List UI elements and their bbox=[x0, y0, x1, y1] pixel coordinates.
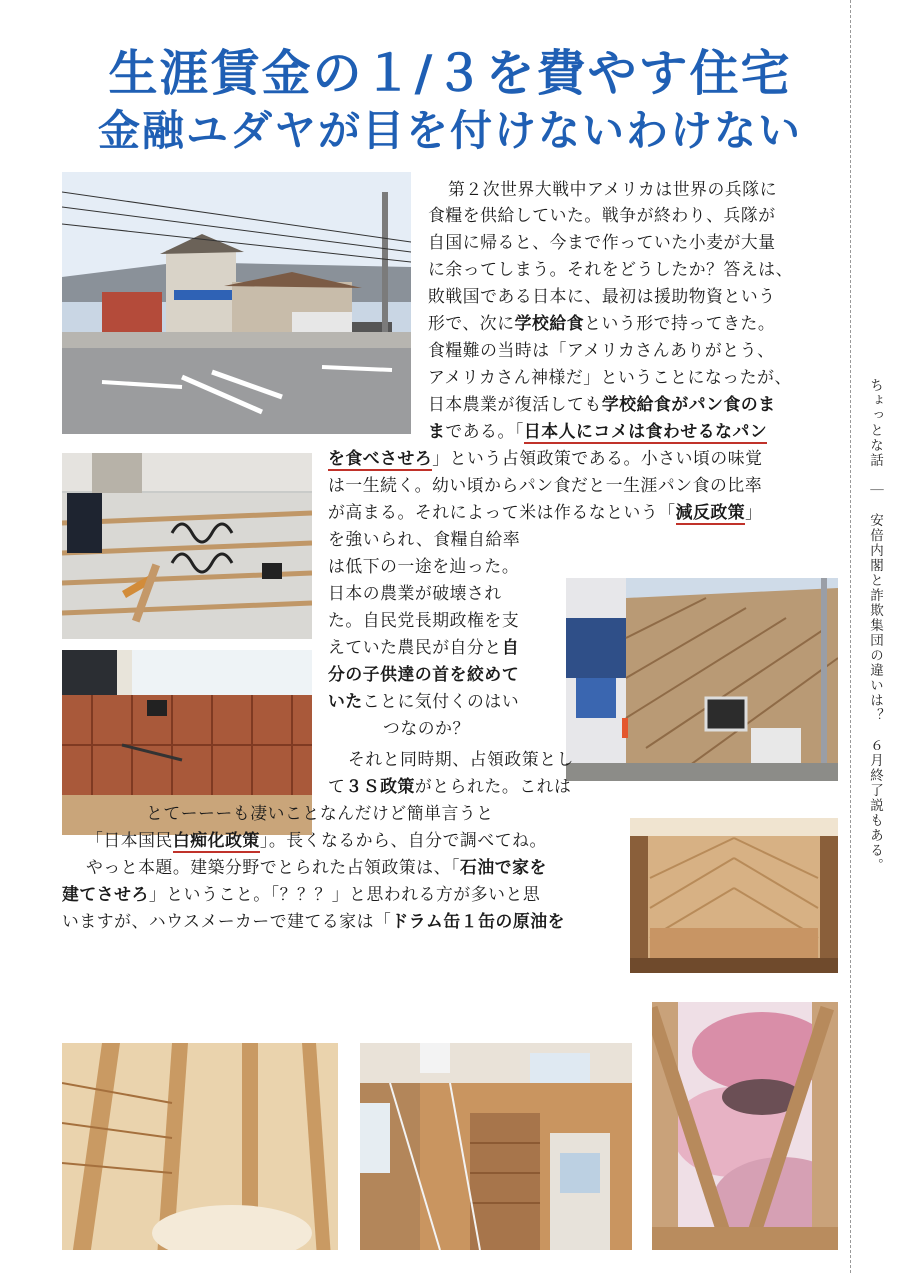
body-line-14: を強いられ、食糧自給率 bbox=[328, 529, 521, 549]
body-line-24: とてーーーも凄いことなんだけど簡単言うと bbox=[146, 803, 494, 823]
emphasis-no-rice-policy: 日本人にコメは食わせるなパン bbox=[524, 421, 767, 444]
body-line-25: 「日本国民白痴化政策」。長くなるから、自分で調べてね。 bbox=[86, 827, 547, 853]
body-line-17: た。自民党長期政権を支 bbox=[328, 610, 520, 630]
emphasis-oil-house: 石油で家を bbox=[460, 857, 547, 877]
body-line-20: いたことに気付くのはい bbox=[328, 691, 520, 711]
side-note: ちょっとな話 ｜ 安倍内閣と詐欺集団の違いは？ ６月終了説もある。 bbox=[867, 378, 883, 873]
body-line-16: 日本の農業が破壊され bbox=[328, 583, 502, 603]
body-line-5: 敗戦国である日本に、最初は援助物資という bbox=[428, 286, 776, 306]
body-line-19: 分の子供達の首を絞めて bbox=[328, 664, 520, 684]
body-line-6: 形で、次に学校給食という形で持ってきた。 bbox=[428, 313, 776, 333]
photo-street-house bbox=[62, 172, 411, 434]
body-line-12: は一生続く。幼い頃からパン食だと一生涯パン食の比率 bbox=[328, 475, 763, 495]
body-line-28: いますが、ハウスメーカーで建てる家は「ドラム缶１缶の原油を bbox=[62, 911, 566, 931]
emphasis-acreage-reduction: 減反政策 bbox=[676, 502, 746, 525]
body-line-1: 第２次世界大戦中アメリカは世界の兵隊に bbox=[448, 179, 778, 199]
body-line-23: て３Ｓ政策がとられた。これは bbox=[328, 776, 572, 796]
body-line-7: 食糧難の当時は「アメリカさんありがとう、 bbox=[428, 340, 775, 360]
body-line-13: が高まる。それによって米は作るなという「減反政策」 bbox=[328, 499, 763, 525]
photo-diagonal-siding bbox=[566, 578, 838, 781]
body-line-26: やっと本題。建築分野でとられた占領政策は、「石油で家を bbox=[86, 857, 547, 877]
body-line-9: 日本農業が復活しても学校給食がパン食のま bbox=[428, 394, 776, 414]
emphasis-drum-oil: ドラム缶１缶の原油を bbox=[391, 911, 566, 931]
body-line-4: に余ってしまう。それをどうしたか？答えは、 bbox=[428, 259, 794, 279]
headline-line-2: 金融ユダヤが目を付けないわけない bbox=[97, 106, 802, 155]
body-line-15: は低下の一途を辿った。 bbox=[328, 556, 520, 576]
body-line-18: えていた農民が自分と自 bbox=[328, 637, 520, 657]
photo-interior-room bbox=[360, 1043, 632, 1250]
photo-insulation bbox=[652, 1002, 838, 1250]
body-line-8: アメリカさん神様だ」ということになったが、 bbox=[428, 367, 792, 387]
photo-ceiling-boards bbox=[62, 1043, 338, 1250]
emphasis-dumbing-policy: 白痴化政策 bbox=[173, 830, 260, 853]
body-line-11: を食べさせろ」という占領政策である。小さい頃の味覚 bbox=[328, 445, 763, 471]
headline-line-1: 生涯賃金の１/３を費やす住宅 bbox=[108, 45, 792, 102]
body-line-10: まである。「日本人にコメは食わせるなパン bbox=[428, 418, 767, 444]
emphasis-school-lunch: 学校給食 bbox=[514, 313, 585, 333]
emphasis-bread-lunch: 学校給食がパン食のま bbox=[601, 394, 776, 414]
emphasis-3s-policy: ３Ｓ政策 bbox=[345, 776, 415, 796]
body-line-22: それと同時期、占領政策とし bbox=[348, 749, 574, 769]
photo-floor-joists bbox=[62, 453, 312, 639]
body-line-21: つなのか？ bbox=[383, 718, 470, 738]
fold-line bbox=[850, 0, 851, 1273]
body-line-2: 食糧を供給していた。戦争が終わり、兵隊が bbox=[428, 205, 776, 225]
body-line-27: 建てさせろ」ということ。「？？？」と思われる方が多いと思 bbox=[62, 884, 541, 904]
body-line-3: 自国に帰ると、今まで作っていた小麦が大量 bbox=[428, 232, 776, 252]
photo-interior-wall bbox=[630, 818, 838, 973]
